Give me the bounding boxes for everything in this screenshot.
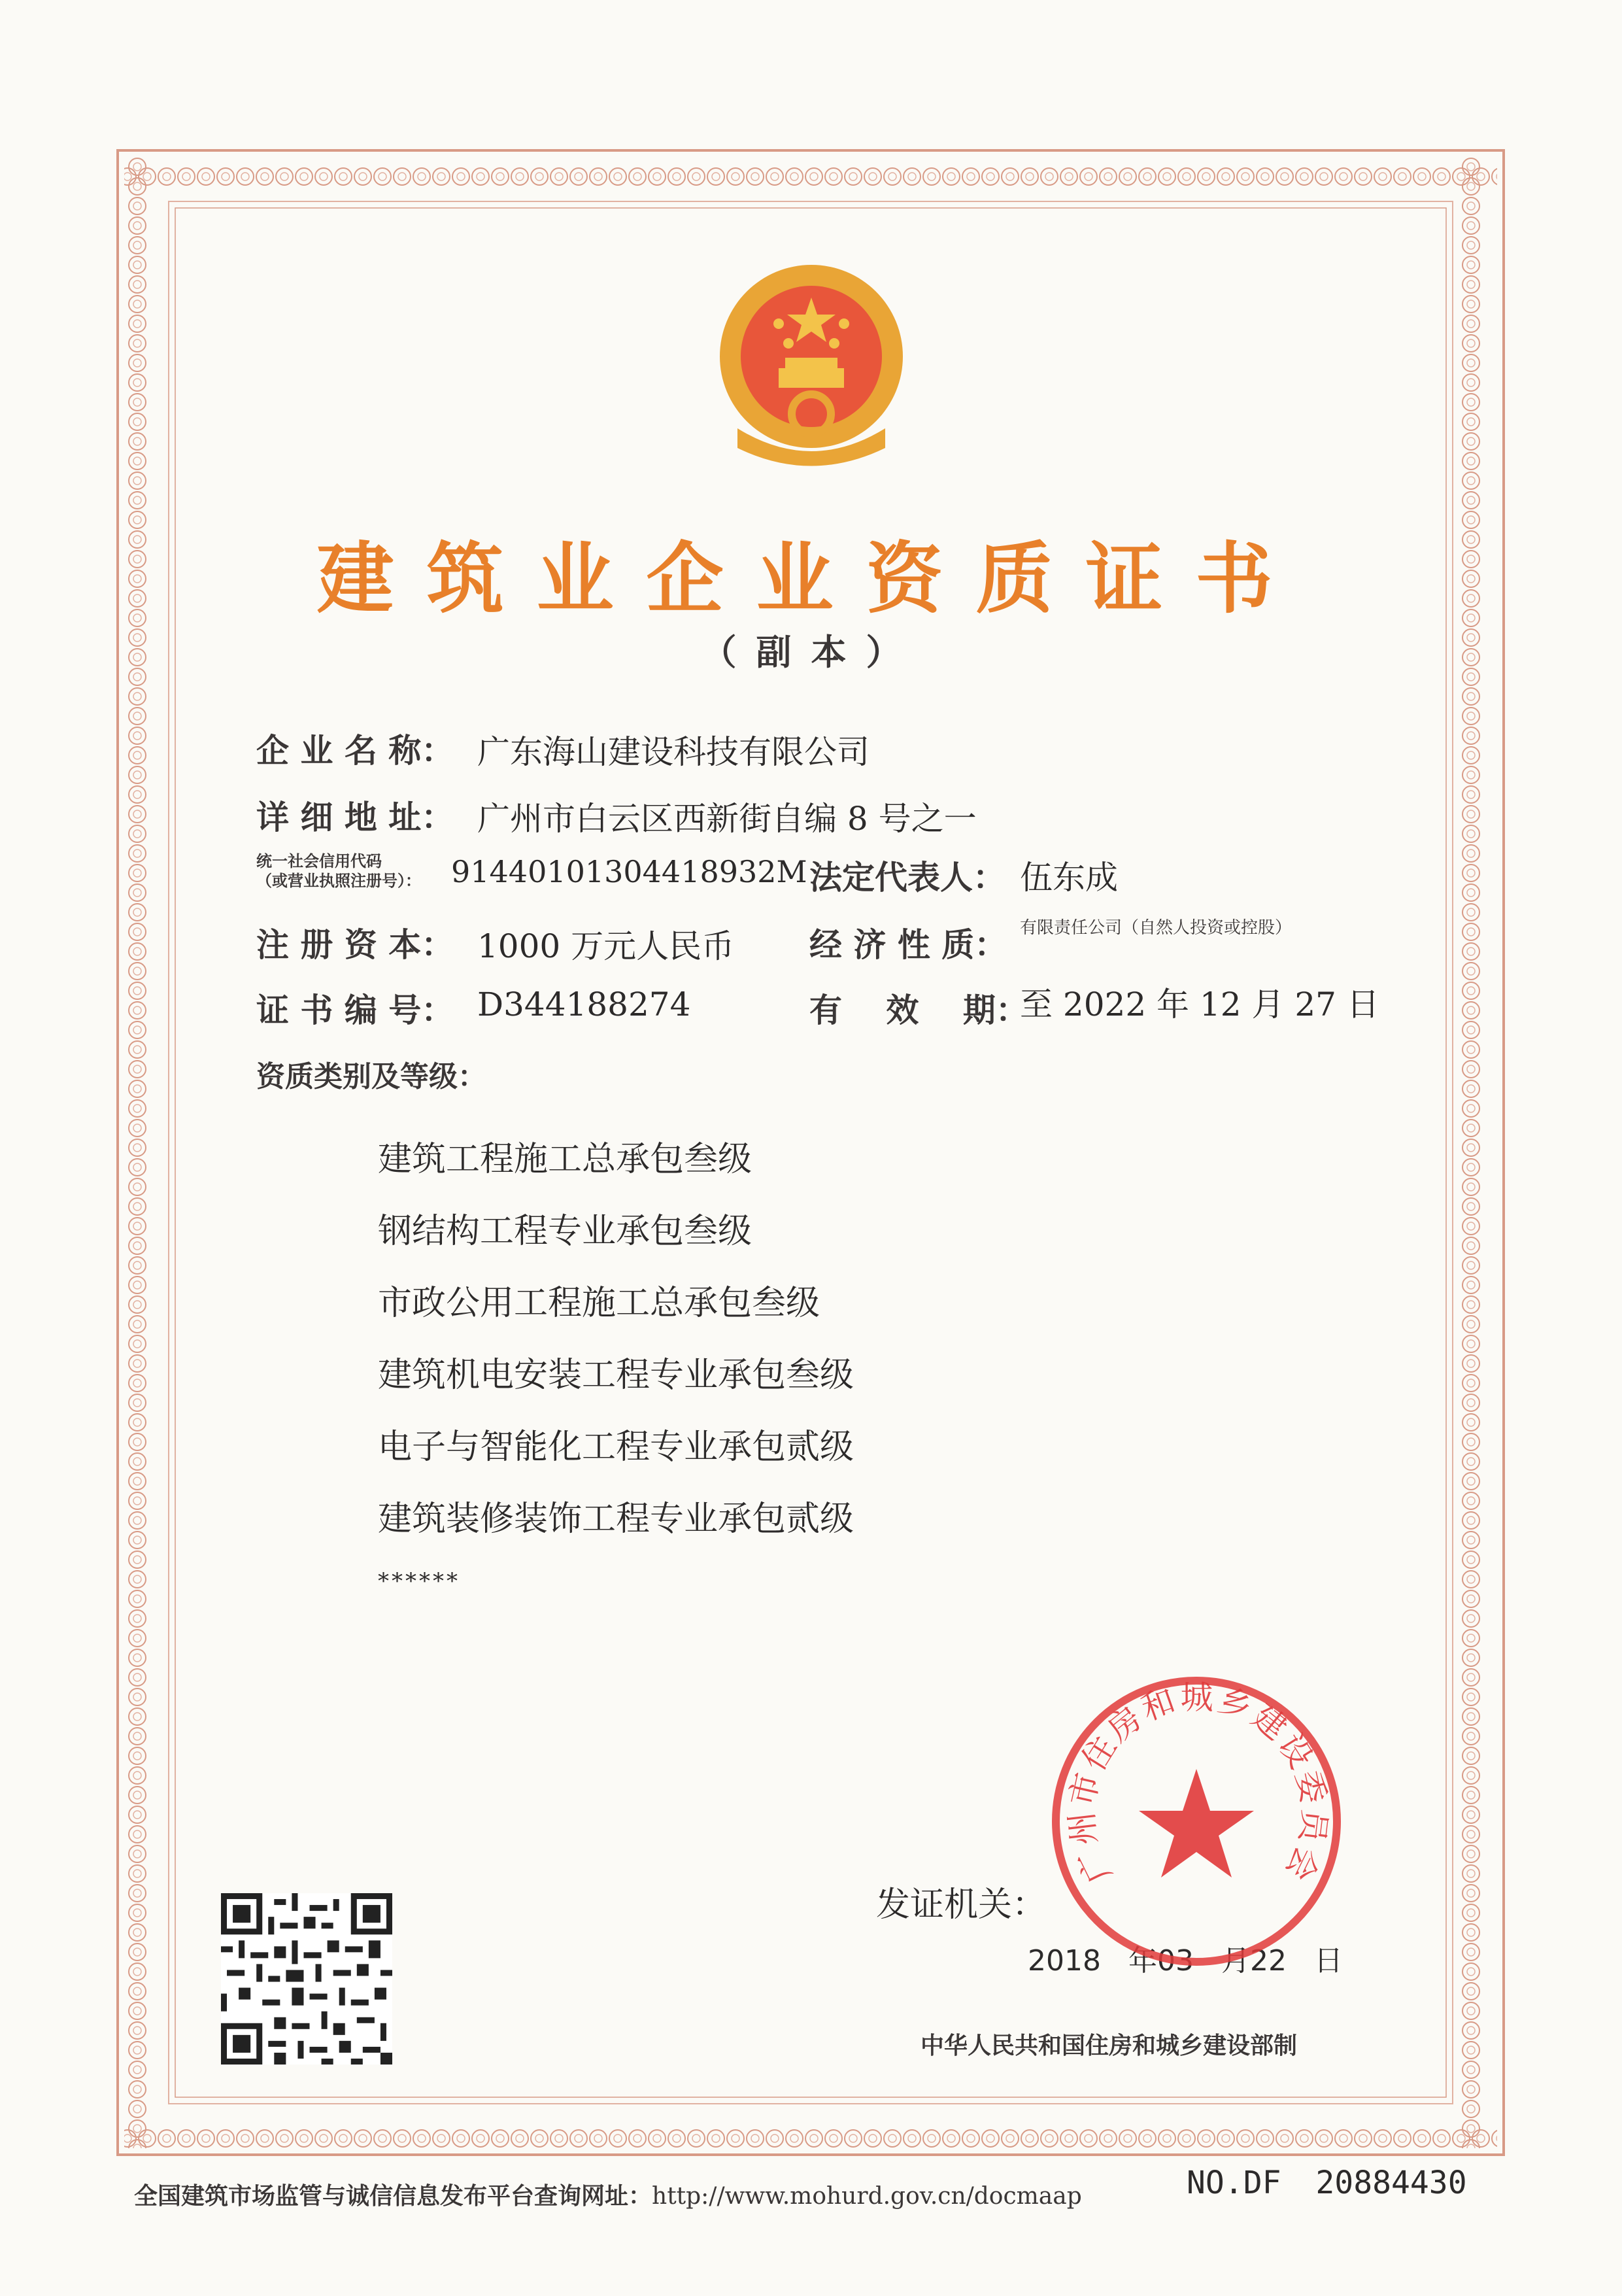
qualification-item: 建筑工程施工总承包叁级 — [378, 1140, 752, 1179]
serial-label: NO.DF — [1187, 2165, 1281, 2201]
certificate-title: 建筑业企业资质证书 — [316, 534, 1306, 624]
national-emblem-icon — [711, 258, 911, 468]
footer-label: 全国建筑市场监管与诚信信息发布平台查询网址： — [134, 2183, 652, 2210]
qr-code-icon — [221, 1893, 392, 2065]
legal-rep-label: 法定代表人： — [809, 859, 1005, 897]
issuer-label: 发证机关： — [876, 1885, 1047, 1925]
issue-year-unit: 年 — [1128, 1944, 1157, 1978]
serial-value: 20884430 — [1315, 2165, 1467, 2201]
issue-month-unit: 月 — [1221, 1944, 1250, 1978]
credit-code-label-line2: （或营业执照注册号）： — [256, 872, 421, 890]
qualification-list — [378, 1137, 854, 1594]
qualification-end-mark: ****** — [378, 1568, 460, 1594]
qualification-item: 钢结构工程专业承包叁级 — [378, 1212, 752, 1251]
address-value: 广州市白云区西新街自编 8 号之一 — [477, 800, 977, 838]
validity-label: 有 效 期： — [809, 991, 1028, 1029]
nature-value: 有限责任公司（自然人投资或控股） — [1020, 918, 1293, 938]
qualification-item: 电子与智能化工程专业承包贰级 — [378, 1428, 854, 1467]
company-name-label: 企 业 名 称： — [256, 732, 454, 770]
maker-text: 中华人民共和国住房和城乡建设部制 — [921, 2032, 1298, 2059]
qualification-item: 建筑机电安装工程专业承包叁级 — [378, 1356, 854, 1395]
official-seal-icon — [1046, 1671, 1347, 1972]
issue-year: 2018 — [1028, 1944, 1101, 1978]
qualification-item: 建筑装修装饰工程专业承包贰级 — [378, 1499, 854, 1539]
nature-label: 经 济 性 质： — [809, 926, 1007, 964]
seal-text: 广州市住房和城乡建设委员会 — [1062, 1679, 1334, 1889]
issue-day: 22 — [1249, 1944, 1287, 1978]
capital-label: 注 册 资 本： — [256, 926, 454, 964]
qualification-label: 资质类别及等级： — [256, 1060, 486, 1093]
serial-number — [1187, 2165, 1467, 2201]
issue-month: 03 — [1157, 1944, 1194, 1978]
credit-code-value: 91440101304418932M — [451, 854, 807, 889]
company-name-value: 广东海山建设科技有限公司 — [477, 733, 870, 771]
qualification-item: 市政公用工程施工总承包叁级 — [378, 1284, 820, 1323]
cert-no-value: D344188274 — [477, 985, 691, 1023]
footer-url[interactable]: http://www.mohurd.gov.cn/docmaap — [652, 2183, 1082, 2210]
capital-value: 1000 万元人民币 — [477, 927, 735, 965]
cert-no-label: 证 书 编 号： — [256, 991, 454, 1029]
issue-day-unit: 日 — [1313, 1944, 1343, 1978]
credit-code-label-line1: 统一社会信用代码 — [256, 852, 382, 870]
legal-rep-value: 伍东成 — [1020, 859, 1118, 897]
footer-query — [134, 2178, 1082, 2211]
address-label: 详 细 地 址： — [256, 798, 454, 836]
validity-value: 至 2022 年 12 月 27 日 — [1020, 985, 1379, 1023]
certificate-subtitle: （副本） — [701, 632, 921, 673]
credit-code-label — [256, 851, 421, 891]
